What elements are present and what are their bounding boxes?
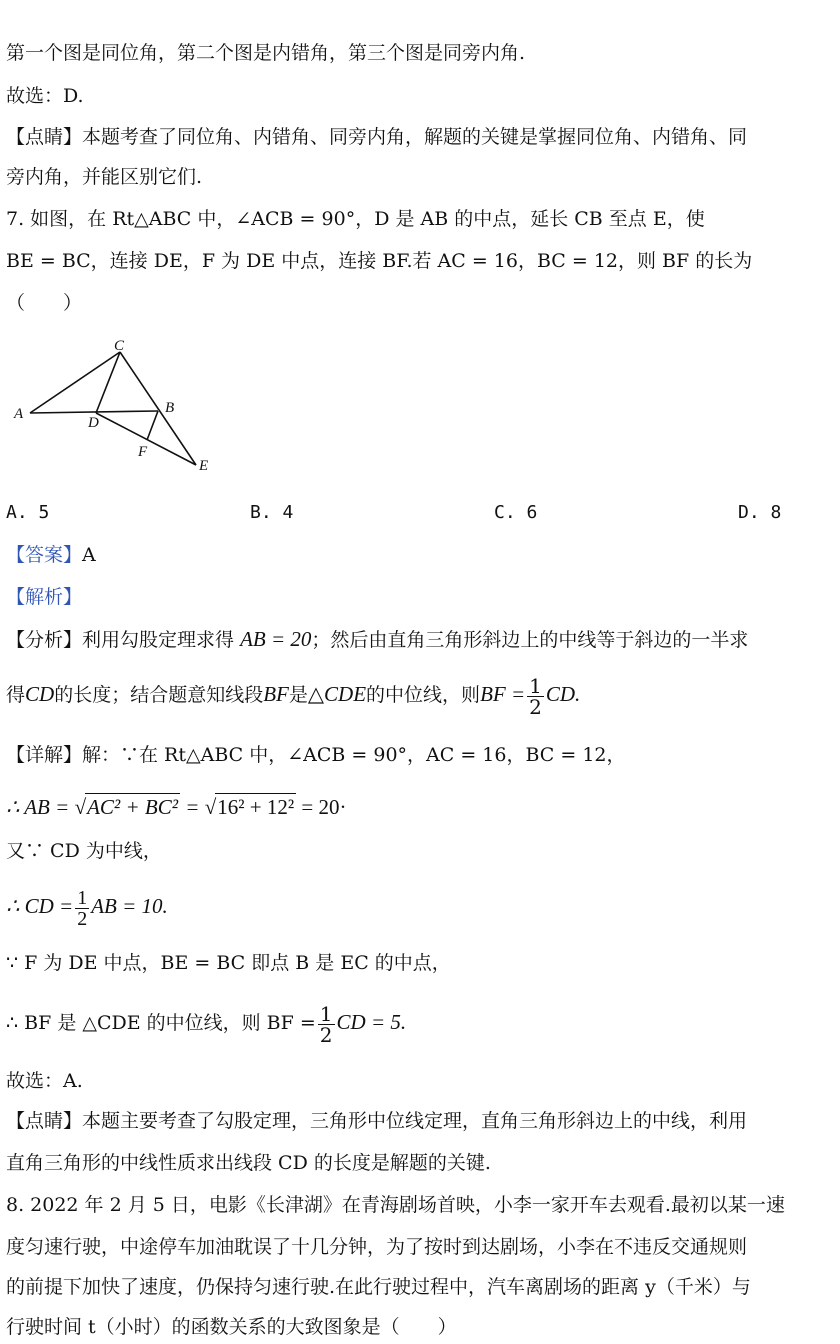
math-span: = bbox=[185, 795, 200, 819]
math-span: CD. bbox=[545, 682, 581, 706]
question-8-line: 度匀速行驶，中途停车加油耽误了十几分钟，为了按时到达剧场，小李在不违反交通规则 bbox=[6, 1236, 748, 1258]
xiangjie-tag: 【详解】 bbox=[6, 744, 83, 766]
denominator: 2 bbox=[77, 907, 88, 930]
fenxi-tag: 【分析】 bbox=[6, 629, 83, 651]
text-line: 第一个图是同位角，第二个图是内错角，第三个图是同旁内角. bbox=[6, 42, 526, 64]
math-span: BF = bbox=[480, 682, 526, 706]
fraction bbox=[75, 888, 89, 929]
label-a: A bbox=[14, 406, 24, 422]
math-span: ∴ AB = bbox=[6, 795, 70, 819]
text-span: 的中位线，则 bbox=[366, 684, 481, 706]
question-7-line: （ ） bbox=[6, 292, 83, 314]
xiangjie-line: 故选：A. bbox=[6, 1070, 83, 1092]
text-span: ；然后由直角三角形斜边上的中线等于斜边的一半求 bbox=[311, 629, 749, 651]
math-span: AB = 10. bbox=[91, 894, 168, 918]
math-span: △CDE bbox=[307, 682, 367, 706]
option-a: A. 5 bbox=[6, 502, 50, 523]
segment-cd bbox=[96, 352, 120, 413]
label-d: D bbox=[88, 415, 99, 431]
text-span: 得 bbox=[6, 684, 26, 706]
text-span: 本题考查了同位角、内错角、同旁内角，解题的关键是掌握同位角、内错角、同 bbox=[82, 126, 748, 148]
xiangjie-line bbox=[6, 793, 832, 820]
answer-line bbox=[6, 542, 832, 568]
xiangjie-line: 又∵ CD 为中线， bbox=[6, 840, 162, 862]
xiangjie-line: ∵ F 为 DE 中点，BE = BC 即点 B 是 EC 的中点， bbox=[6, 952, 451, 974]
answer-value: A bbox=[82, 544, 96, 566]
radicand: AC² + BC² bbox=[87, 795, 179, 819]
sqrt-sign: √ bbox=[74, 795, 87, 819]
denominator: 2 bbox=[529, 694, 542, 719]
xiangjie-line bbox=[6, 1000, 832, 1045]
label-b: B bbox=[165, 400, 175, 416]
segment-ab bbox=[30, 411, 158, 413]
segment-bf bbox=[147, 411, 158, 440]
fenxi-line bbox=[6, 626, 832, 653]
segment-ce bbox=[120, 352, 196, 465]
text-span: 利用勾股定理求得 bbox=[82, 629, 241, 651]
analysis-tag: 【解析】 bbox=[6, 586, 83, 608]
label-e: E bbox=[199, 458, 209, 474]
numerator: 1 bbox=[319, 1001, 333, 1026]
option-d: D. 8 bbox=[738, 502, 782, 523]
text-span: 是 bbox=[288, 684, 308, 706]
fraction bbox=[318, 1001, 335, 1047]
question-8-line: 的前提下加快了速度，仍保持匀速行驶.在此行驶过程中，汽车离剧场的距离 y（千米）与 bbox=[6, 1276, 751, 1298]
text-line: 旁内角，并能区别它们. bbox=[6, 166, 203, 188]
text-span: 本题主要考查了勾股定理，三角形中位线定理，直角三角形斜边上的中线，利用 bbox=[82, 1110, 748, 1132]
xiangjie-line bbox=[6, 742, 832, 768]
text-span: 解：∵在 Rt△ABC 中，∠ACB = 90°，AC = 16，BC = 12， bbox=[82, 744, 626, 766]
radicand: 16² + 12² bbox=[217, 795, 295, 819]
denominator: 2 bbox=[319, 1022, 333, 1047]
math-span: CD = 5. bbox=[336, 1010, 407, 1034]
label-f: F bbox=[138, 444, 148, 460]
math-span: CD bbox=[25, 682, 55, 706]
dianjing-line bbox=[6, 1108, 832, 1134]
question-7-line: BE = BC，连接 DE，F 为 DE 中点，连接 BF.若 AC = 16，BC = 12，则 BF 的长为 bbox=[6, 250, 753, 272]
numerator: 1 bbox=[529, 673, 542, 698]
answer-options bbox=[6, 502, 836, 528]
math-span: BF bbox=[263, 682, 289, 706]
label-c: C bbox=[114, 338, 125, 354]
text-line bbox=[6, 124, 832, 150]
dianjing-tag: 【点睛】 bbox=[6, 1110, 83, 1132]
math-span: = 20· bbox=[301, 795, 347, 819]
question-7-line: 7. 如图，在 Rt△ABC 中，∠ACB = 90°，D 是 AB 的中点，延长 CB 至点 E，使 bbox=[6, 208, 705, 230]
dianjing-tag: 【点睛】 bbox=[6, 126, 83, 148]
numerator: 1 bbox=[77, 886, 88, 909]
segment-ac bbox=[30, 352, 120, 413]
dianjing-line: 直角三角形的中线性质求出线段 CD 的长度是解题的关键. bbox=[6, 1152, 491, 1174]
xiangjie-line bbox=[6, 884, 832, 929]
math-span: AB = 20 bbox=[240, 627, 312, 651]
fraction bbox=[527, 673, 544, 719]
option-c: C. 6 bbox=[494, 502, 538, 523]
math-span: ∴ CD = bbox=[6, 894, 74, 918]
text-span: 的长度；结合题意知线段 bbox=[54, 684, 264, 706]
question-8-line: 8. 2022 年 2 月 5 日，电影《长津湖》在青海剧场首映，小李一家开车去观看.最初以某一速 bbox=[6, 1194, 785, 1216]
option-b: B. 4 bbox=[250, 502, 294, 523]
fenxi-line bbox=[6, 672, 832, 717]
triangle-figure bbox=[8, 328, 238, 483]
text-line: 故选：D. bbox=[6, 85, 84, 107]
question-8-line: 行驶时间 t（小时）的函数关系的大致图象是（ ） bbox=[6, 1316, 457, 1338]
text-span: ∴ BF 是 △CDE 的中位线，则 BF = bbox=[6, 1012, 316, 1034]
sqrt-sign: √ bbox=[204, 795, 217, 819]
answer-tag: 【答案】 bbox=[6, 544, 83, 566]
